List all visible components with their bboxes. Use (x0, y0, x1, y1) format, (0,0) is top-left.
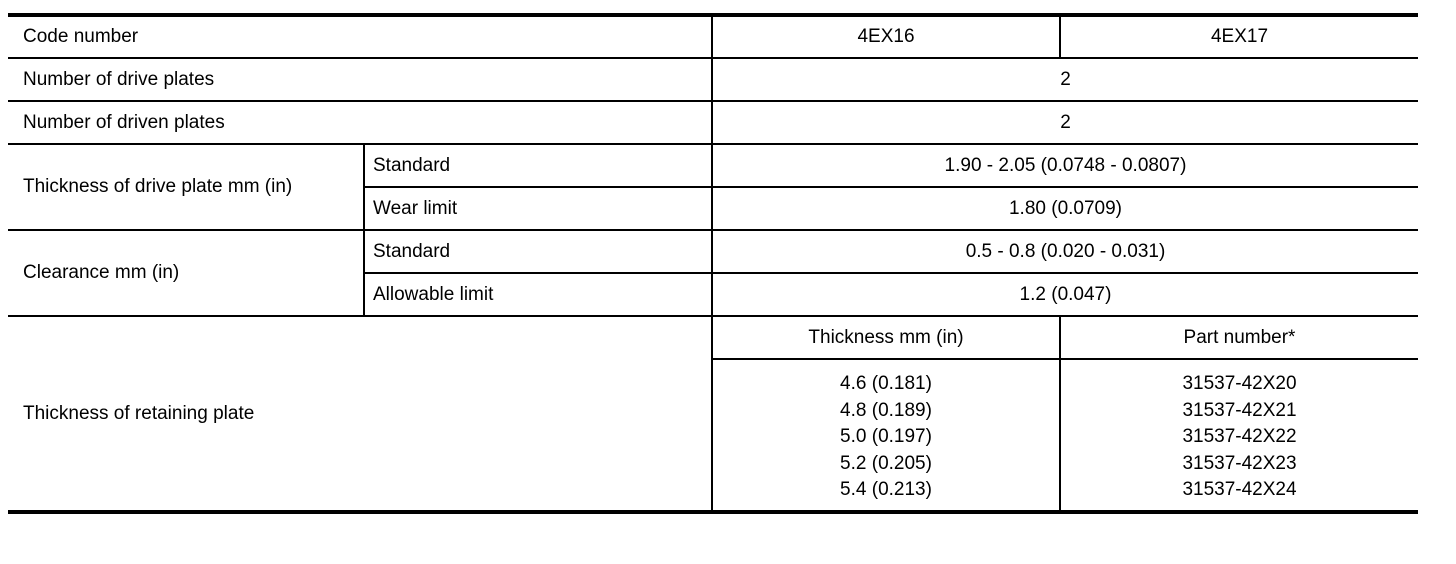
drive-plates-value: 2 (712, 58, 1418, 101)
clearance-allowable-label: Allowable limit (364, 273, 712, 316)
code-4ex16: 4EX16 (712, 15, 1060, 58)
drive-plate-standard-label: Standard (364, 144, 712, 187)
part-number-value: 31537-42X23 (1182, 452, 1297, 474)
part-number-value: 31537-42X20 (1182, 373, 1297, 394)
drive-plate-thickness-label: Thickness of drive plate mm (in) (8, 144, 364, 230)
table-row-retaining-plate-header (8, 316, 1418, 359)
clearance-standard-value: 0.5 - 0.8 (0.020 - 0.031) (712, 230, 1418, 273)
thickness-value: 5.4 (0.213) (840, 479, 932, 500)
code-4ex17: 4EX17 (1060, 15, 1418, 58)
retaining-plate-label: Thickness of retaining plate (8, 316, 712, 512)
table-row-drive-plates (8, 58, 1418, 101)
specification-table (8, 13, 1418, 514)
thickness-value: 5.0 (0.197) (840, 426, 932, 447)
part-number-value: 31537-42X21 (1182, 399, 1297, 421)
thickness-value: 4.8 (0.189) (840, 399, 932, 421)
driven-plates-label: Number of driven plates (8, 101, 712, 144)
part-number-value: 31537-42X22 (1182, 426, 1297, 447)
drive-plates-label: Number of drive plates (8, 58, 712, 101)
thickness-value: 5.2 (0.205) (840, 452, 932, 474)
table-row-code-number (8, 15, 1418, 58)
thickness-list (712, 359, 1060, 512)
driven-plates-value: 2 (712, 101, 1418, 144)
clearance-standard-label: Standard (364, 230, 712, 273)
part-number-list (1060, 359, 1418, 512)
part-number-column-header: Part number* (1060, 316, 1418, 359)
part-number-value: 31537-42X24 (1182, 479, 1297, 500)
clearance-allowable-value: 1.2 (0.047) (712, 273, 1418, 316)
table-row-clearance-standard (8, 230, 1418, 273)
clearance-label: Clearance mm (in) (8, 230, 364, 316)
table-row-drive-plate-standard (8, 144, 1418, 187)
code-number-label: Code number (8, 15, 712, 58)
thickness-value: 4.6 (0.181) (840, 373, 932, 394)
table-row-driven-plates (8, 101, 1418, 144)
drive-plate-standard-value: 1.90 - 2.05 (0.0748 - 0.0807) (712, 144, 1418, 187)
thickness-column-header: Thickness mm (in) (712, 316, 1060, 359)
drive-plate-wear-value: 1.80 (0.0709) (712, 187, 1418, 230)
drive-plate-wear-label: Wear limit (364, 187, 712, 230)
